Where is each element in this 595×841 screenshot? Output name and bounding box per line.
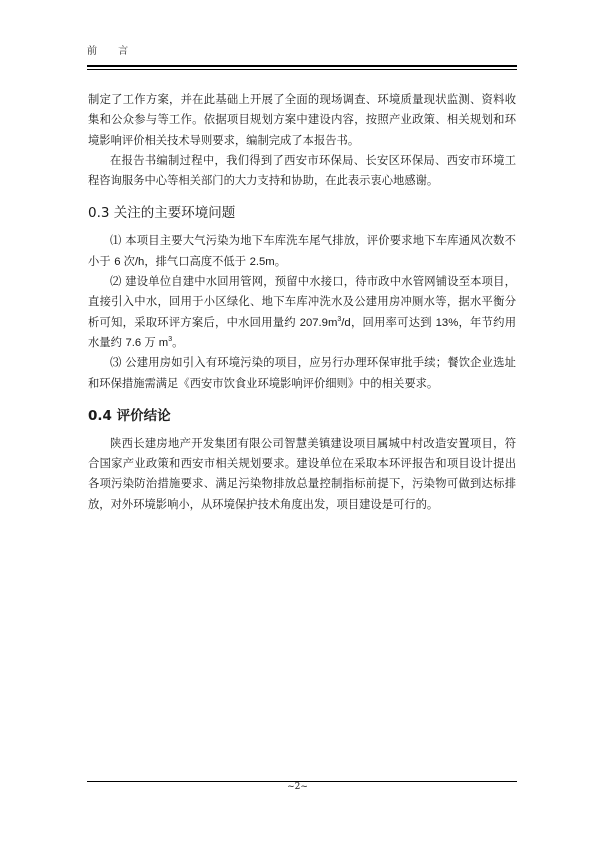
ventilation-rate: 6 次/h [114,255,145,268]
conclusion-paragraph: 陕西长建房地产开发集团有限公司智慧美镇建设项目属城中村改造安置项目，符合国家产业政策和西安市相关规划要求。建设单位在采取本环评报告和项目设计提出各项污染防治措施要求、满足污染物排放总量控制指标前提下，污染物可做到达标排放，对外环境影响小，从环境保护技术角度出发，项目建设是可行的。 [88,436,516,511]
reuse-rate: 13% [435,316,459,329]
header-rule-thin [87,69,517,70]
reuse-volume-unit: /d [341,316,351,329]
reuse-volume-value: 207.9m [299,316,338,329]
item-text: 。 [172,335,184,349]
page-number: ~2~ [287,782,308,792]
item-marker: ⑴ [110,234,122,248]
page-header-title: 前 言 [87,46,138,57]
item-marker: ⑶ [110,356,122,370]
item-marker: ⑵ [110,275,122,289]
section-0-4-title: 0.4 评价结论 [88,407,171,424]
superscript: 3 [168,336,173,344]
item-text: ，排气口高度不低于 [144,254,250,268]
issue-item-1 [88,231,516,272]
item-text: 。 [274,254,287,268]
intro-paragraph-2: 在报告书编制过程中，我们得到了西安市环保局、长安区环保局、西安市环境工程咨询服务中心等相关部门的大力支持和协助，在此表示衷心地感谢。 [88,153,516,188]
item-text: 本项目主要大气污染为地下车库洗车尾气排放，评价要求地下车库通风次数不小于 [88,234,516,268]
exhaust-height: 2.5m [249,255,275,268]
reuse-volume [300,317,351,329]
item-text: 公建用房如引入有环境污染的项目，应另行办理环保审批手续；餐饮企业选址和环保措施需满足《西安市饮食业环境影响评价细则》中的相关要求。 [88,356,516,390]
issue-item-2 [88,272,516,353]
item-text: 建设单位自建中水回用管网，预留中水接口，待市政中水管网铺设至本项目，直接引入中水，回用于小区绿化、地下车库冲洗水及公建用房冲厕水等，据水平衡分析可知，采取环评方案后，中水回用量约 [88,275,516,329]
page-body [88,90,516,515]
intro-paragraph-1: 制定了工作方案，并在此基础上开展了全面的现场调查、环境质量现状监测、资料收集和公众参与等工作。依据项目规划方案中建设内容，按照产业政策、相关规划和环境影响评价相关技术导则要求，编制完成了本报告书。 [88,93,516,147]
superscript: 3 [337,315,342,323]
item-text: ，回用率可达到 [350,315,436,329]
item-text: ，年节约用水量约 [88,315,516,349]
annual-saving-value: 7.6 万 m [125,336,169,349]
issue-item-3 [88,353,516,394]
header-rule-thick [87,65,517,67]
annual-saving [125,337,172,349]
section-0-3-title: 0.3 关注的主要环境问题 [88,205,236,222]
